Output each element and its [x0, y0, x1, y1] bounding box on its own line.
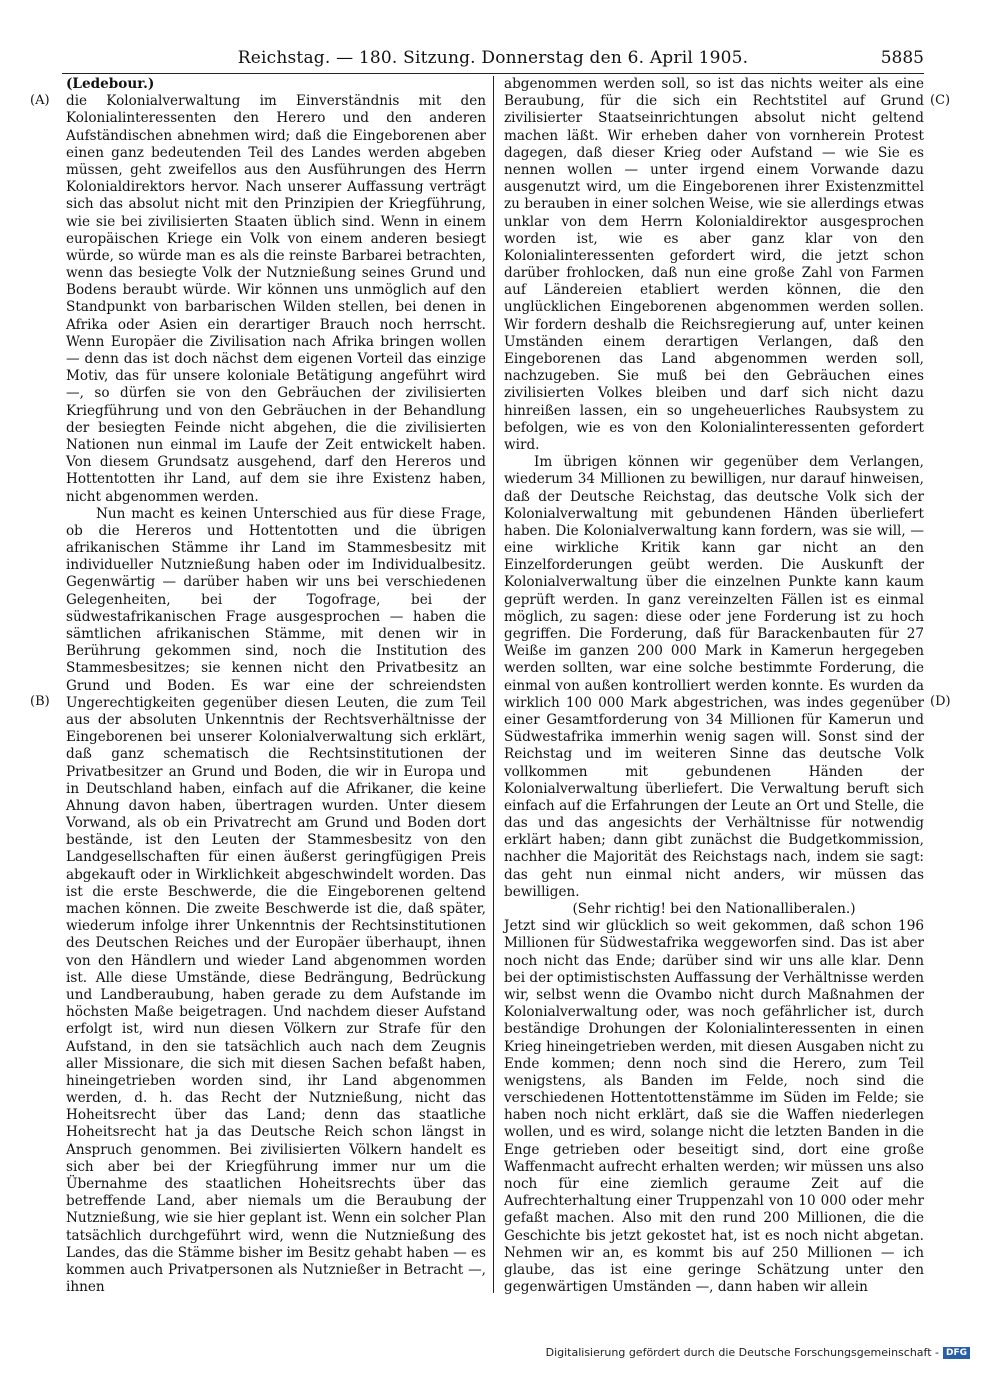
- margin-mark-d: (D): [930, 694, 951, 709]
- footer-text: Digitalisierung gefördert durch die Deutsche Forschungsgemeinschaft -: [545, 1346, 939, 1359]
- margin-mark-a: (A): [30, 93, 50, 108]
- page-header: [62, 48, 924, 72]
- paragraph: Im übrigen können wir gegenüber dem Verlangen, wiederum 34 Millionen zu bewilligen, nur darauf hinweisen, daß der Deutsche Reichstag, das deutsche Volk sich der Kolonialverwaltung mit gebundenen Händen überliefert haben. Die Kolonialverwaltung kann fordern, was sie will, — eine wirkliche Kritik kann gar nicht an den Einzelforderungen geübt werden. Die Auskunft der Kolonialverwaltung über die einzelnen Punkte kann kaum geprüft werden. In ganz vereinzelten Fällen ist es einmal möglich, zu sagen: diese oder jene Forderung ist zu hoch gegriffen. Die Forderung, daß für Barackenbauten für 27 Weiße im ganzen 200 000 Mark in Kamerun hergegeben werden sollten, war eine solche bestimmte Forderung, die einmal von außen kontrolliert werden konnte. Es wurden da wirklich 100 000 Mark abgestrichen, was indes gegenüber einer Gesamtforderung von 34 Millionen für Kamerun und Südwestafrika immerhin wenig sagen will. Sonst sind der Reichstag und im weiteren Sinne das deutsche Volk vollkommen mit gebundenen Händen der Kolonialverwaltung überliefert. Die Verwaltung beruft sich einfach auf die Erfahrungen der Leute an Ort und Stelle, die das und das angesichts der Verhältnisse für notwendig erklärt haben; dann gibt zunächst die Budgetkommission, nachher die Majorität des Reichstags nach, indem sie sagt: das geht nun einmal nicht anders, wir müssen das bewilligen.: [504, 454, 924, 900]
- running-title: Reichstag. — 180. Sitzung. Donnerstag den 6. April 1905.: [237, 48, 749, 68]
- speaker-name: (Ledebour.): [66, 76, 155, 92]
- interjection: (Sehr richtig! bei den Nationalliberalen.): [572, 901, 856, 917]
- right-column: [504, 76, 924, 1296]
- paragraph: Nun macht es keinen Unterschied aus für diese Frage, ob die Hereros und Hottentotten und die übrigen afrikanischen Stämme ihr Land im Stammesbesitz mit individueller Nutznießung haben oder im Individualbesitz. Gegenwärtig — darüber haben wir uns bei verschiedenen Gelegenheiten, bei der Togofrage, bei der südwestafrikanischen Frage ausgesprochen — haben die sämtlichen afrikanischen Stämme, mit denen wir in Berührung gekommen sind, noch die Institution des Stammesbesitzes; sie kennen nicht den Privatbesitz an Grund und Boden. Es war eine der schreiendsten Ungerechtigkeiten gegenüber diesen Leuten, die zum Teil aus der absoluten Unkenntnis der Rechtsverhältnisse der Eingeborenen bei unserer Kolonialverwaltung sich erklärt, daß ganz schematisch die Rechtsinstitutionen der Privatbesitzer an Grund und Boden, die wir in Europa und in Deutschland haben, einfach auf die Afrikaner, die keine Ahnung davon haben, übertragen wurden. Unter diesem Vorwand, als ob ein Privatrecht am Grund und Boden dort bestände, ist den Leuten der Stammesbesitz von den Landgesellschaften für einen äußerst geringfügigen Preis abgekauft oder in Wirklichkeit abgeschwindelt worden. Das ist die erste Beschwerde, die die Eingeborenen geltend machen können. Die zweite Beschwerde ist die, daß später, wiederum infolge ihrer Unkenntnis der Rechtsinstitutionen des Deutschen Reiches und der Europäer überhaupt, ihnen von den Händlern und wieder Land abgenommen worden ist. Alle diese Umstände, diese Bedrängung, Bedrückung und Landberaubung, haben gerade zu dem Aufstande im höchsten Maße beigetragen. Und nachdem dieser Aufstand erfolgt ist, wird nun diesen Völkern zur Strafe für den Aufstand, in den sie tatsächlich auch nach dem Zeugnis aller Missionare, die sich mit diesen Sachen befaßt haben, hineingetrieben worden sind, ihr Land abgenommen werden, d. h. das Recht der Nutznießung, nicht das Hoheitsrecht über das Land; denn das staatliche Hoheitsrecht hat ja das Deutsche Reich schon längst in Anspruch genommen. Bei zivilisierten Völkern handelt es sich aber bei der Kriegführung immer nur um die Übernahme des staatlichen Hoheitsrechts über das betreffende Land, aber niemals um die Beraubung der Nutznießung, wie sie hier geplant ist. Wenn ein solcher Plan tatsächlich durchgeführt wird, wenn die Nutznießung des Landes, das die Stämme bisher im Besitz gehabt haben — es kommen auch Privatpersonen als Nutznießer in Betracht —, ihnen: [66, 505, 487, 1296]
- paragraph: die Kolonialverwaltung im Einverständnis mit den Kolonialinteressenten den Herero und den anderen Aufständischen abnehmen wird; daß die Eingeborenen aber einen ganz bedeutenden Teil des Landes werden abgeben müssen, geht zweifellos aus den Ausführungen des Herrn Kolonialdirektors hervor. Nach unserer Auffassung verträgt sich das absolut nicht mit den Prinzipien der Kriegführung, wie sie bei zivilisierten Staaten üblich sind. Wenn in einem europäischen Kriege ein Volk von einem anderen besiegt würde, so würde man es als die reinste Barbarei betrachten, wenn das besiegte Volk der Nutznießung seines Grund und Bodens beraubt würde. Wir können uns unmöglich auf den Standpunkt von barbarischen Wilden stellen, bei denen in Afrika oder Asien ein derartiger Brauch noch herrscht. Wenn Europäer die Zivilisation nach Afrika bringen wollen — denn das ist doch nächst dem eigenen Vorteil das einzige Motiv, das für unsere koloniale Betätigung angeführt wird —, so dürfen sie von den Gebräuchen der zivilisierten Kriegführung und von den Gebräuchen in der Behandlung der besiegten Feinde nicht abgehen, die die zivilisierten Nationen nun einmal im Laufe der Zeit entwickelt haben. Von diesem Grundsatz ausgehend, darf den Hereros und Hottentotten ihr Land, auf dem sie ihre Existenz haben, nicht abgenommen werden.: [66, 93, 486, 505]
- page-number: 5885: [880, 48, 924, 68]
- left-column: [66, 76, 486, 1296]
- footer: [546, 1346, 970, 1359]
- paragraph: abgenommen werden soll, so ist das nichts weiter als eine Beraubung, für die sich ein Rechtstitel auf Grund zivilisierter Staatseinrichtungen absolut nicht geltend machen läßt. Wir erheben daher von vornherein Protest dagegen, daß dieser Krieg oder Aufstand — wie Sie es nennen wollen — unter irgend einem Vorwande dazu ausgenutzt wird, um die Eingeborenen ihrer Existenzmittel zu berauben in einer solchen Weise, wie sie allerdings etwas unklar von dem Herrn Kolonialdirektor ausgesprochen worden ist, wie es aber ganz klar von den Kolonialinteressenten gefordert wird, die jetzt schon darüber frohlocken, daß nun eine große Zahl von Farmen auf Ländereien etabliert werden können, die den unglücklichen Eingeborenen abgenommen werden sollen. Wir fordern deshalb die Reichsregierung auf, unter keinen Umständen einem derartigen Verlangen, daß den Eingeborenen das Land abgenommen werden soll, nachzugeben. Sie muß bei den Gebräuchen eines zivilisierten Volkes bleiben und darf sich nicht dazu hinreißen lassen, ein so ungeheuerliches Raubsystem zu befolgen, wie es von den Kolonialinteressenten gefordert wird.: [504, 76, 924, 453]
- header-rule: [62, 73, 924, 74]
- margin-mark-b: (B): [30, 694, 50, 709]
- paragraph: Jetzt sind wir glücklich so weit gekommen, daß schon 196 Millionen für Südwestafrika weggeworfen sind. Das ist aber noch nicht das Ende; darüber sind wir uns alle klar. Denn bei der optimistischsten Auffassung der Verhältnisse werden wir, selbst wenn die Ovambo nicht durch Maßnahmen der Kolonialverwaltung oder, was noch gefährlicher ist, durch beständige Drohungen der Kolonialinteressenten in einen Krieg hineingetrieben werden, mit diesen Ausgaben nicht zu Ende kommen; denn noch sind die Herero, zum Teil wenigstens, als Banden im Felde, noch sind die verschiedenen Hottentottenstämme im Süden im Felde; sie haben noch nicht erklärt, daß sie die Waffen niederlegen wollen, und es wird, solange nicht die letzten Banden in die Enge getrieben oder beseitigt sind, dort eine große Waffenmacht aufrecht erhalten werden; wir müssen uns also noch für eine ziemlich geraume Zeit auf die Aufrechterhaltung einer Truppenzahl von 10 000 oder mehr gefaßt machen. Also mit den rund 200 Millionen, die die Geschichte bis jetzt gekostet hat, ist es noch nicht abgetan. Nehmen wir an, es kommt bis auf 250 Millionen — ich glaube, das ist eine geringe Schätzung unter den gegenwärtigen Umständen —, dann haben wir allein: [504, 918, 924, 1296]
- margin-mark-c: (C): [930, 93, 951, 108]
- column-divider: [493, 76, 494, 1293]
- dfg-logo: DFG: [943, 1347, 970, 1359]
